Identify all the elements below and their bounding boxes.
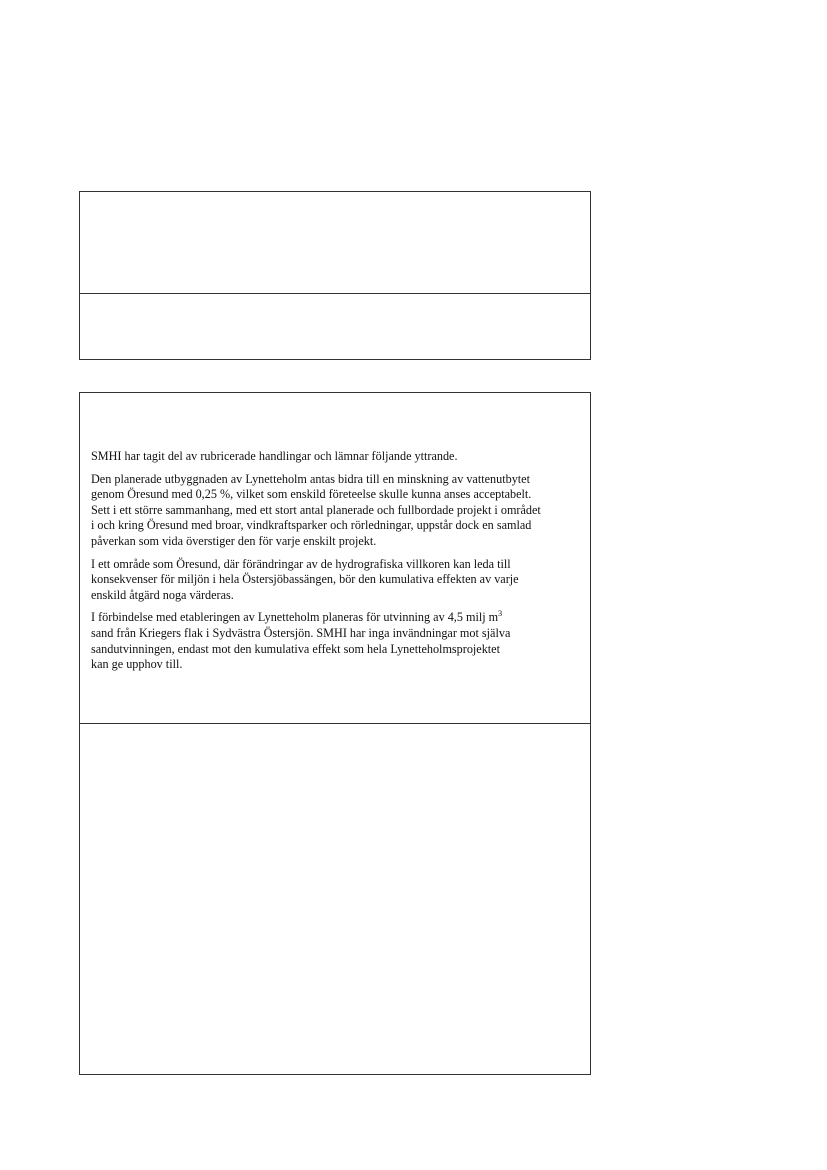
text-line: sand från Kriegers flak i Sydvästra Östersjön. SMHI har inga invändningar mot själva [91, 625, 511, 640]
statement-frame-divider [80, 723, 590, 724]
text-line: i och kring Öresund med broar, vindkraftsparker och rörledningar, uppstår dock en samlad [91, 518, 532, 533]
text-line: I förbindelse med etableringen av Lynetteholm planeras för utvinning av 4,5 milj m [91, 610, 499, 625]
text-line: kan ge upphov till. [91, 657, 183, 672]
superscript: 3 [498, 609, 503, 619]
text-line: SMHI har tagit del av rubricerade handlingar och lämnar följande yttrande. [91, 449, 458, 463]
text-line: Sett i ett större sammanhang, med ett stort antal planerade och fullbordade projekt i området [91, 502, 541, 517]
text-line-with-superscript [91, 610, 583, 626]
text-line: påverkan som vida överstiger den för varje enskilt projekt. [91, 533, 377, 548]
statement-frame [79, 392, 591, 1075]
text-line: Den planerade utbyggnaden av Lynetteholm antas bidra till en minskning av vattenutbytet [91, 471, 530, 486]
header-frame-divider [80, 293, 590, 294]
text-line: genom Öresund med 0,25 %, vilket som enskild företeelse skulle kunna anses acceptabelt. [91, 487, 532, 502]
header-frame [79, 191, 591, 360]
text-line: sandutvinningen, endast mot den kumulativa effekt som hela Lynetteholmsprojektet [91, 641, 500, 656]
statement-paragraph-1 [91, 472, 583, 550]
statement-body [91, 449, 583, 680]
text-line: I ett område som Öresund, där förändringar av de hydrografiska villkoren kan leda till [91, 556, 511, 571]
text-line: enskild åtgärd noga värderas. [91, 587, 234, 602]
statement-intro [91, 449, 583, 465]
statement-paragraph-3 [91, 610, 583, 672]
text-line: konsekvenser för miljön i hela Östersjöbassängen, bör den kumulativa effekten av varje [91, 572, 519, 587]
statement-paragraph-2 [91, 557, 583, 604]
